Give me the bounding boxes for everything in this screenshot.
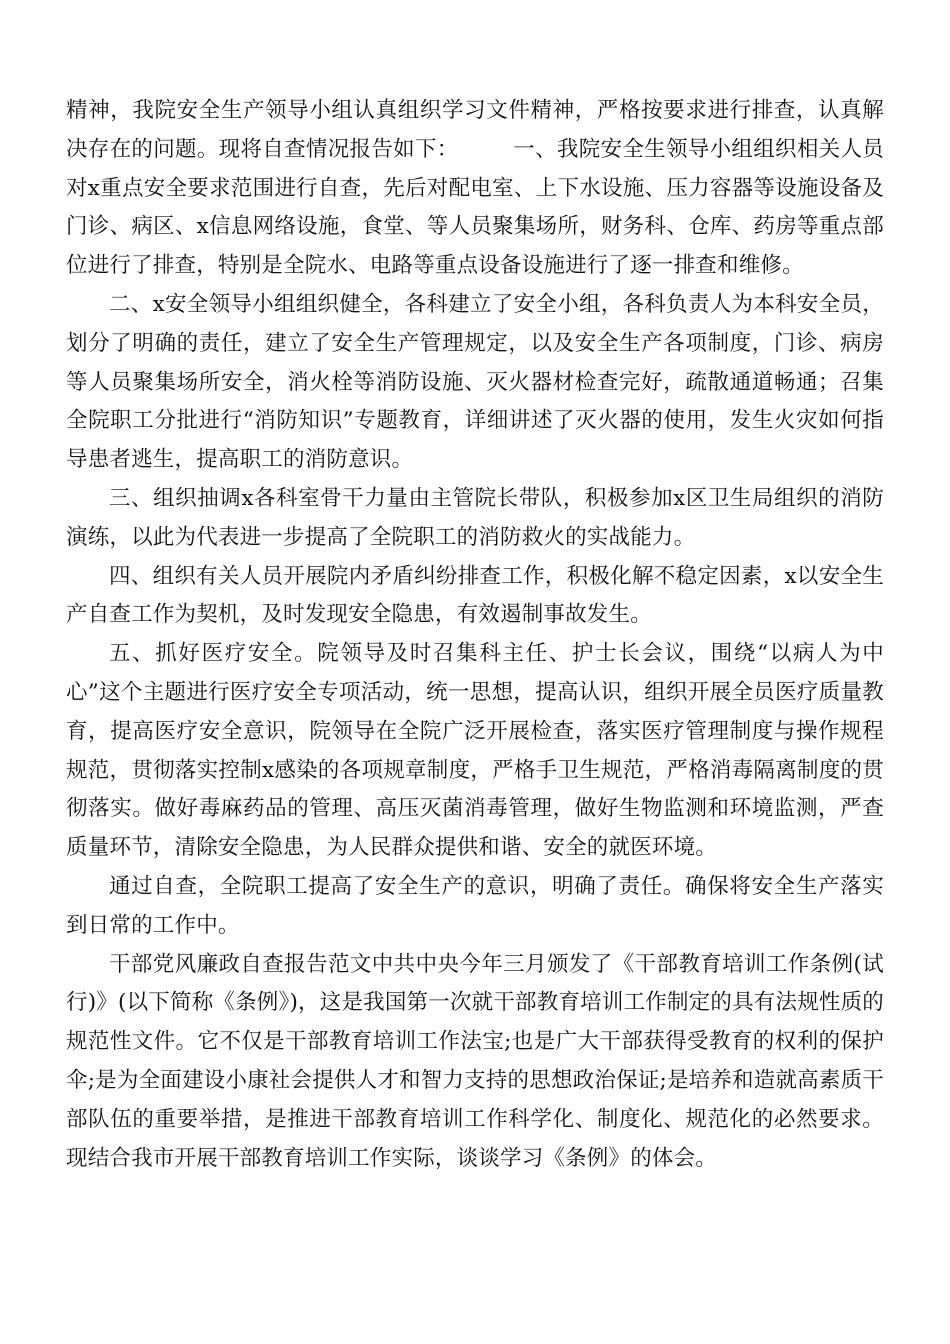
paragraph-conclusion: 通过自查，全院职工提高了安全生产的意识，明确了责任。确保将安全生产落实到日常的工作中。 (66, 873, 884, 938)
paragraph-cadre-training-report: 干部党风廉政自查报告范文中共中央今年三月颁发了《干部教育培训工作条例(试行)》(以下简称《条例》)，这是我国第一次就干部教育培训工作制定的具有法规性质的规范性文件。它不仅是干部教育培训工作法宝;也是广大干部获得受教育的权利的保护伞;是为全面建设小康社会提供人才和智力支持的思想政治保证;是培养和造就高素质干部队伍的重要举措，是推进干部教育培训工作科学化、制度化、规范化的必然要求。现结合我市开展干部教育培训工作实际，谈谈学习《条例》的体会。 (66, 951, 884, 1171)
paragraph-safety-organization: 二、x安全领导小组组织健全，各科建立了安全小组，各科负责人为本科安全员，划分了明确的责任，建立了安全生产管理规定，以及安全生产各项制度，门诊、病房等人员聚集场所安全，消火栓等消防设施、灭火器材检查完好，疏散通道畅通；召集全院职工分批进行“消防知识”专题教育，详细讲述了灭火器的使用，发生火灾如何指导患者逃生，提高职工的消防意识。 (66, 291, 884, 473)
paragraph-self-inspection-intro: 精神，我院安全生产领导小组认真组织学习文件精神，严格按要求进行排查，认真解决存在的问题。现将自查情况报告如下： 一、我院安全生领导小组组织相关人员对x重点安全要求范围进行自查，先后对配电室、上下水设施、压力容器等设施设备及门诊、病区、x信息网络设施，食堂、等人员聚集场所，财务科、仓库、药房等重点部位进行了排查，特别是全院水、电路等重点设备设施进行了逐一排查和维修。 (66, 98, 884, 279)
paragraph-fire-drill: 三、组织抽调x各科室骨干力量由主管院长带队，积极参加x区卫生局组织的消防演练，以此为代表进一步提高了全院职工的消防救火的实战能力。 (66, 485, 884, 550)
paragraph-dispute-screening: 四、组织有关人员开展院内矛盾纠纷排查工作，积极化解不稳定因素，x以安全生产自查工作为契机，及时发现安全隐患，有效遏制事故发生。 (66, 563, 884, 628)
paragraph-medical-safety: 五、抓好医疗安全。院领导及时召集科主任、护士长会议，围绕“以病人为中心”这个主题进行医疗安全专项活动，统一思想，提高认识，组织开展全员医疗质量教育，提高医疗安全意识，院领导在全院广泛开展检查，落实医疗管理制度与操作规程规范，贯彻落实控制x感染的各项规章制度，严格手卫生规范，严格消毒隔离制度的贯彻落实。做好毒麻药品的管理、高压灭菌消毒管理，做好生物监测和环境监测，严查质量环节，清除安全隐患，为人民群众提供和谐、安全的就医环境。 (66, 641, 884, 861)
document-body (66, 92, 884, 1178)
